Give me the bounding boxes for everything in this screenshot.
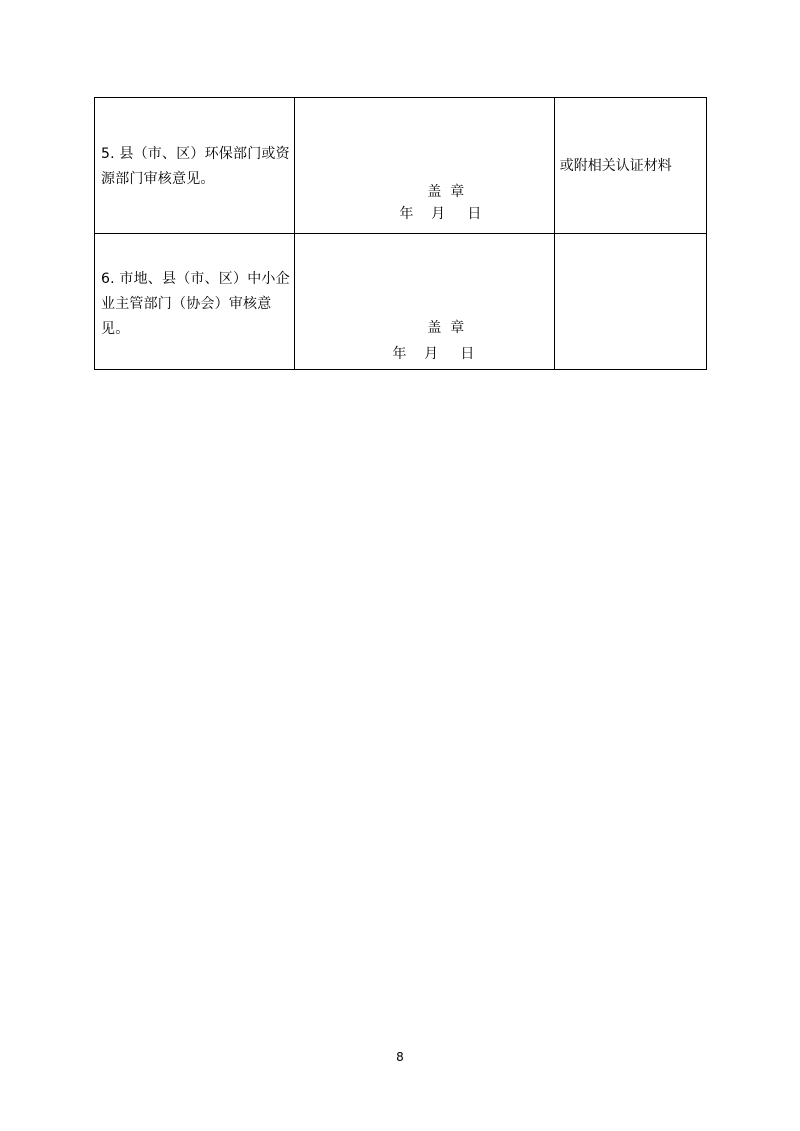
note-text: 或附相关认证材料 <box>559 158 672 174</box>
table-row <box>95 98 707 234</box>
item-cell <box>95 234 295 370</box>
item-description: 6. 市地、县（市、区）中小企业主管部门（协会）审核意见。 <box>101 271 290 337</box>
table-row <box>95 234 707 370</box>
item-description: 5. 县（市、区）环保部门或资源部门审核意见。 <box>101 146 290 187</box>
opinion-cell <box>295 234 554 370</box>
seal-label: 盖 章 <box>427 184 465 200</box>
page-number: 8 <box>396 1050 404 1064</box>
review-opinion-table <box>94 97 707 370</box>
date-label: 年 月 日 <box>392 346 475 362</box>
item-cell <box>95 98 295 234</box>
seal-label: 盖 章 <box>427 320 465 336</box>
note-cell <box>554 234 706 370</box>
opinion-cell <box>295 98 554 234</box>
note-cell <box>554 98 706 234</box>
date-label: 年 月 日 <box>399 206 482 222</box>
